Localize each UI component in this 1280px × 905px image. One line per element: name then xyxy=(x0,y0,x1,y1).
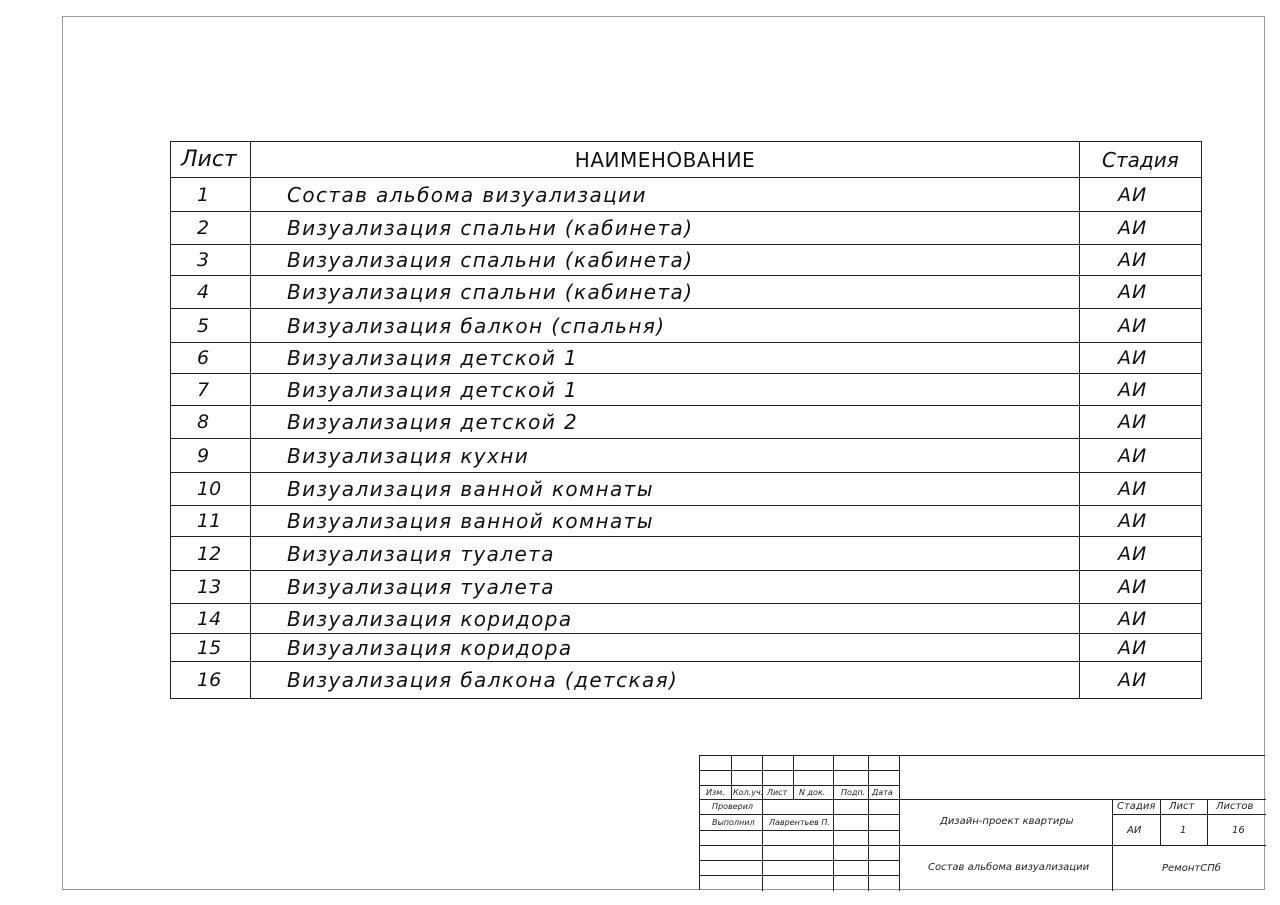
row-sheet-number: 5 xyxy=(171,309,251,343)
title-block-line xyxy=(868,756,869,891)
tb-header-n-dok: N док. xyxy=(799,788,826,797)
tb-header-izm: Изм. xyxy=(706,788,725,797)
row-name: Визуализация туалета xyxy=(251,571,1080,604)
row-name: Визуализация коридора xyxy=(251,604,1080,634)
row-sheet-number: 9 xyxy=(171,439,251,473)
row-name: Визуализация кухни xyxy=(251,439,1080,473)
row-name: Состав альбома визуализации xyxy=(251,178,1080,212)
row-stage: АИ xyxy=(1080,506,1202,537)
table-row xyxy=(171,634,1202,662)
title-block-line xyxy=(700,875,900,876)
row-stage: АИ xyxy=(1080,439,1202,473)
row-sheet-number: 14 xyxy=(171,604,251,634)
tb-project-title: Дизайн-проект квартиры xyxy=(940,816,1074,827)
row-sheet-number: 7 xyxy=(171,374,251,406)
row-name: Визуализация ванной комнаты xyxy=(251,473,1080,506)
tb-stage-value: АИ xyxy=(1127,825,1142,836)
table-row xyxy=(171,662,1202,699)
title-block-line xyxy=(833,756,834,891)
row-name: Визуализация туалета xyxy=(251,537,1080,571)
title-block-line xyxy=(1207,799,1208,845)
row-sheet-number: 10 xyxy=(171,473,251,506)
row-name: Визуализация балкона (детская) xyxy=(251,662,1080,699)
header-stage: Стадия xyxy=(1080,142,1202,178)
row-stage: АИ xyxy=(1080,634,1202,662)
row-stage: АИ xyxy=(1080,662,1202,699)
row-name: Визуализация детской 1 xyxy=(251,374,1080,406)
row-sheet-number: 1 xyxy=(171,178,251,212)
tb-header-kol-uch: Кол.уч. xyxy=(733,788,764,797)
row-name: Визуализация ванной комнаты xyxy=(251,506,1080,537)
tb-role-vypolnil-name: Лаврентьев П. xyxy=(769,818,830,827)
table-row xyxy=(171,473,1202,506)
row-sheet-number: 12 xyxy=(171,537,251,571)
title-block-line xyxy=(700,845,900,846)
row-name: Визуализация коридора xyxy=(251,634,1080,662)
row-stage: АИ xyxy=(1080,178,1202,212)
row-stage: АИ xyxy=(1080,473,1202,506)
title-block-line xyxy=(1160,799,1161,845)
row-sheet-number: 16 xyxy=(171,662,251,699)
table-row xyxy=(171,604,1202,634)
tb-stage-label: Стадия xyxy=(1117,801,1156,812)
tb-sheet-value: 1 xyxy=(1180,825,1187,836)
tb-role-proveril: Проверил xyxy=(712,802,754,811)
table-row xyxy=(171,506,1202,537)
row-stage: АИ xyxy=(1080,571,1202,604)
title-block-line xyxy=(900,799,1266,800)
row-stage: АИ xyxy=(1080,276,1202,309)
title-block-line xyxy=(1112,799,1113,891)
title-block-line xyxy=(700,860,900,861)
row-sheet-number: 2 xyxy=(171,212,251,245)
tb-header-podp: Подп. xyxy=(841,788,866,797)
row-stage: АИ xyxy=(1080,245,1202,276)
tb-role-vypolnil: Выполнил xyxy=(712,818,755,827)
header-name: НАИМЕНОВАНИЕ xyxy=(251,142,1080,178)
row-name: Визуализация спальни (кабинета) xyxy=(251,276,1080,309)
row-stage: АИ xyxy=(1080,212,1202,245)
table-header-row xyxy=(171,142,1202,178)
tb-sheet-title: Состав альбома визуализации xyxy=(928,862,1090,873)
row-stage: АИ xyxy=(1080,406,1202,439)
table-row xyxy=(171,439,1202,473)
title-block-line xyxy=(762,756,763,891)
row-stage: АИ xyxy=(1080,604,1202,634)
title-block-line xyxy=(700,770,900,771)
title-block-line xyxy=(900,845,1266,846)
row-sheet-number: 6 xyxy=(171,343,251,374)
row-sheet-number: 3 xyxy=(171,245,251,276)
table-row xyxy=(171,406,1202,439)
tb-header-list: Лист xyxy=(767,788,788,797)
tb-header-data: Дата xyxy=(872,788,893,797)
title-block-line xyxy=(700,830,900,831)
row-sheet-number: 15 xyxy=(171,634,251,662)
row-stage: АИ xyxy=(1080,374,1202,406)
title-block-line xyxy=(731,756,732,799)
row-stage: АИ xyxy=(1080,537,1202,571)
row-name: Визуализация балкон (спальня) xyxy=(251,309,1080,343)
header-sheet-number: Лист xyxy=(171,142,251,178)
title-block-line xyxy=(1112,814,1266,815)
title-block-line xyxy=(793,756,794,799)
title-block-line xyxy=(700,814,900,815)
table-row xyxy=(171,245,1202,276)
row-stage: АИ xyxy=(1080,343,1202,374)
table-row xyxy=(171,374,1202,406)
title-block-line xyxy=(700,785,900,786)
row-sheet-number: 4 xyxy=(171,276,251,309)
row-sheet-number: 13 xyxy=(171,571,251,604)
tb-sheets-value: 16 xyxy=(1232,825,1245,836)
title-block-line xyxy=(899,756,900,891)
row-name: Визуализация детской 1 xyxy=(251,343,1080,374)
row-sheet-number: 11 xyxy=(171,506,251,537)
tb-company: РемонтСПб xyxy=(1162,863,1221,874)
row-name: Визуализация спальни (кабинета) xyxy=(251,245,1080,276)
row-name: Визуализация спальни (кабинета) xyxy=(251,212,1080,245)
row-stage: АИ xyxy=(1080,309,1202,343)
sheet-list-table xyxy=(170,141,1202,699)
table-row xyxy=(171,343,1202,374)
table-row xyxy=(171,178,1202,212)
table-row xyxy=(171,537,1202,571)
row-name: Визуализация детской 2 xyxy=(251,406,1080,439)
title-block xyxy=(699,755,1265,890)
table-row xyxy=(171,276,1202,309)
tb-sheet-label: Лист xyxy=(1169,801,1195,812)
table-row xyxy=(171,212,1202,245)
table-row xyxy=(171,309,1202,343)
tb-sheets-label: Листов xyxy=(1216,801,1254,812)
title-block-line xyxy=(700,799,900,800)
table-row xyxy=(171,571,1202,604)
row-sheet-number: 8 xyxy=(171,406,251,439)
